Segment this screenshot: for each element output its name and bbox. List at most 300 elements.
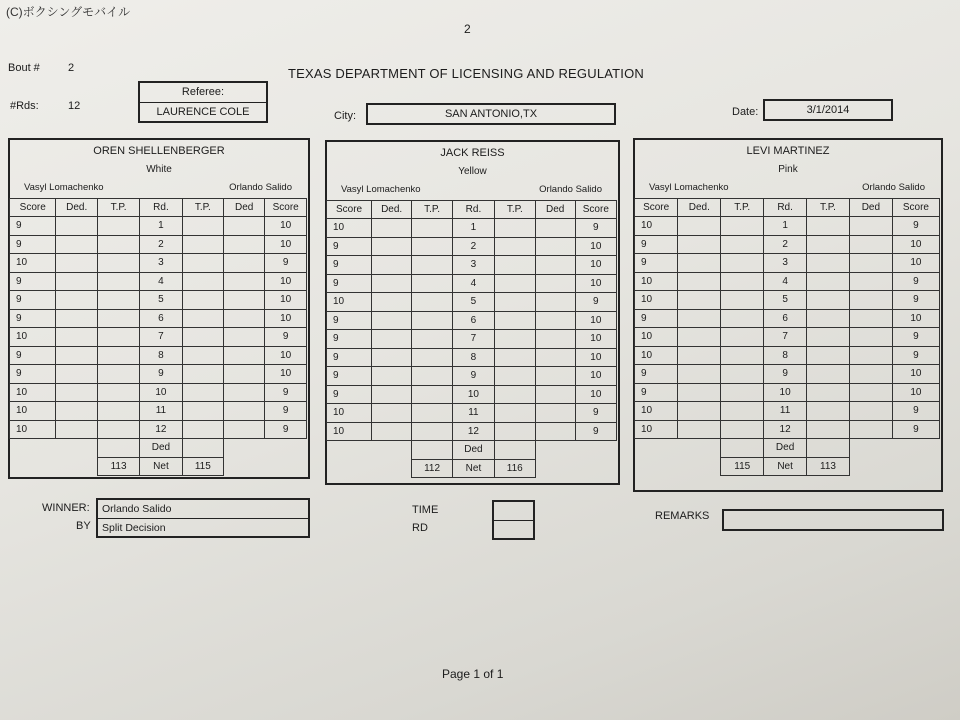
score-right: 9	[265, 402, 307, 421]
score-right: 10	[265, 346, 307, 365]
tp-right	[494, 422, 535, 441]
tp-right	[494, 237, 535, 256]
round-row	[10, 420, 307, 439]
tp-right	[182, 328, 223, 347]
score-right: 10	[575, 330, 616, 349]
column-header: Ded	[223, 199, 264, 217]
tp-left	[97, 383, 139, 402]
rounds-label: #Rds:	[10, 100, 39, 112]
ded-right	[535, 274, 575, 293]
round-row	[635, 217, 940, 236]
card-color: Yellow	[458, 166, 487, 177]
round-number: 1	[140, 217, 182, 236]
tp-right	[494, 348, 535, 367]
ded-left	[372, 256, 412, 275]
ded-right	[535, 367, 575, 386]
ded-left	[372, 348, 412, 367]
score-right: 9	[892, 291, 939, 310]
score-left: 10	[10, 328, 56, 347]
ded-right	[849, 217, 892, 236]
ded-total-cell	[721, 439, 764, 458]
spacer-cell	[892, 457, 939, 476]
round-row	[10, 383, 307, 402]
score-right: 9	[575, 422, 616, 441]
score-right: 10	[575, 256, 616, 275]
ded-left	[56, 235, 97, 254]
round-number: 11	[764, 402, 807, 421]
score-left: 10	[635, 420, 678, 439]
referee-label: Referee:	[140, 83, 266, 103]
tp-right	[182, 235, 223, 254]
ded-left	[372, 330, 412, 349]
decision-type: Split Decision	[102, 522, 166, 534]
spacer-cell	[678, 439, 721, 458]
tp-left	[97, 235, 139, 254]
winner-name: Orlando Salido	[98, 500, 308, 519]
tp-left	[721, 346, 764, 365]
total-points-right: 115	[182, 457, 223, 476]
column-header: T.P.	[182, 199, 223, 217]
score-left: 9	[10, 291, 56, 310]
score-table	[326, 200, 617, 478]
ded-right	[849, 365, 892, 384]
column-header: Ded.	[678, 199, 721, 217]
score-left: 9	[10, 272, 56, 291]
tp-left	[721, 272, 764, 291]
ded-left	[56, 365, 97, 384]
round-number: 6	[764, 309, 807, 328]
round-row	[10, 402, 307, 421]
referee-name: LAURENCE COLE	[156, 106, 250, 118]
net-label: Net	[453, 459, 495, 478]
column-header: T.P.	[412, 201, 453, 219]
round-row	[327, 404, 617, 423]
ded-total-label: Ded	[140, 439, 182, 458]
tp-left	[412, 404, 453, 423]
column-header: Rd.	[453, 201, 495, 219]
score-left: 9	[327, 385, 372, 404]
ded-left	[678, 291, 721, 310]
round-number: 11	[453, 404, 495, 423]
tp-right	[494, 385, 535, 404]
score-left: 9	[327, 256, 372, 275]
spacer-cell	[327, 441, 372, 460]
tp-right	[494, 256, 535, 275]
ded-total-label: Ded	[764, 439, 807, 458]
round-number: 4	[764, 272, 807, 291]
ded-left	[678, 272, 721, 291]
ded-right	[535, 330, 575, 349]
score-left: 9	[635, 254, 678, 273]
round-number: 12	[140, 420, 182, 439]
ded-left	[372, 422, 412, 441]
spacer-cell	[535, 459, 575, 478]
ded-total-label: Ded	[453, 441, 495, 460]
score-right: 9	[265, 420, 307, 439]
round-row	[327, 422, 617, 441]
round-number: 4	[140, 272, 182, 291]
round-number: 9	[453, 367, 495, 386]
score-left: 9	[10, 217, 56, 236]
spacer-cell	[535, 441, 575, 460]
tp-right	[807, 346, 850, 365]
tp-left	[412, 311, 453, 330]
score-right: 10	[265, 291, 307, 310]
round-row	[327, 274, 617, 293]
referee-box	[138, 81, 268, 123]
ded-total-cell	[182, 439, 223, 458]
score-left: 9	[635, 309, 678, 328]
ded-left	[372, 367, 412, 386]
ded-left	[678, 420, 721, 439]
round-row	[635, 402, 940, 421]
round-number: 5	[453, 293, 495, 312]
tp-left	[412, 385, 453, 404]
rd-label: RD	[412, 522, 428, 534]
tp-right	[807, 383, 850, 402]
ded-left	[678, 383, 721, 402]
score-right: 9	[575, 219, 616, 238]
score-left: 9	[327, 237, 372, 256]
ded-left	[56, 402, 97, 421]
round-row	[327, 367, 617, 386]
spacer-cell	[849, 439, 892, 458]
tp-right	[807, 254, 850, 273]
ded-left	[678, 235, 721, 254]
ded-right	[849, 346, 892, 365]
spacer-cell	[635, 439, 678, 458]
score-left: 10	[635, 291, 678, 310]
ded-right	[535, 237, 575, 256]
tp-right	[182, 272, 223, 291]
tp-left	[412, 367, 453, 386]
ded-right	[849, 254, 892, 273]
tp-left	[97, 346, 139, 365]
ded-left	[372, 237, 412, 256]
time-rd-box	[492, 500, 535, 540]
ded-left	[678, 309, 721, 328]
tp-right	[807, 309, 850, 328]
round-number: 3	[764, 254, 807, 273]
score-left: 10	[327, 219, 372, 238]
column-header: Rd.	[140, 199, 182, 217]
tp-right	[807, 328, 850, 347]
score-left: 10	[10, 402, 56, 421]
score-right: 10	[892, 309, 939, 328]
score-right: 10	[892, 365, 939, 384]
round-row	[10, 346, 307, 365]
spacer-cell	[56, 439, 97, 458]
column-header: T.P.	[721, 199, 764, 217]
tp-right	[494, 274, 535, 293]
round-number: 8	[140, 346, 182, 365]
tp-right	[182, 365, 223, 384]
round-row	[635, 272, 940, 291]
round-row	[327, 256, 617, 275]
ded-left	[678, 346, 721, 365]
ded-right	[223, 272, 264, 291]
tp-left	[412, 256, 453, 275]
round-number: 5	[764, 291, 807, 310]
round-number: 12	[764, 420, 807, 439]
tp-left	[97, 420, 139, 439]
card-color: White	[146, 164, 172, 175]
tp-right	[807, 217, 850, 236]
score-right: 10	[575, 274, 616, 293]
round-number: 8	[453, 348, 495, 367]
round-number: 1	[764, 217, 807, 236]
column-header: Score	[575, 201, 616, 219]
winner-label: WINNER:	[42, 502, 90, 514]
score-right: 9	[575, 293, 616, 312]
score-right: 10	[265, 235, 307, 254]
ded-left	[56, 346, 97, 365]
ded-left	[372, 274, 412, 293]
ded-left	[678, 217, 721, 236]
column-header: T.P.	[494, 201, 535, 219]
tp-right	[807, 235, 850, 254]
ded-right	[849, 328, 892, 347]
ded-left	[372, 311, 412, 330]
round-number: 10	[140, 383, 182, 402]
ded-right	[223, 254, 264, 273]
ded-left	[678, 365, 721, 384]
tp-left	[97, 272, 139, 291]
ded-right	[849, 383, 892, 402]
round-row	[10, 254, 307, 273]
total-points-left: 112	[412, 459, 453, 478]
round-number: 7	[140, 328, 182, 347]
round-number: 6	[140, 309, 182, 328]
tp-left	[97, 402, 139, 421]
round-number: 2	[140, 235, 182, 254]
ded-left	[678, 254, 721, 273]
tp-right	[807, 365, 850, 384]
score-right: 10	[575, 311, 616, 330]
round-row	[327, 330, 617, 349]
ded-right	[223, 365, 264, 384]
score-left: 10	[327, 404, 372, 423]
score-left: 10	[327, 293, 372, 312]
ded-right	[849, 235, 892, 254]
score-right: 10	[575, 237, 616, 256]
tp-left	[721, 420, 764, 439]
score-right: 9	[892, 402, 939, 421]
score-left: 9	[327, 311, 372, 330]
score-right: 10	[575, 367, 616, 386]
round-row	[10, 365, 307, 384]
ded-right	[849, 309, 892, 328]
round-row	[10, 291, 307, 310]
spacer-cell	[10, 457, 56, 476]
tp-left	[412, 293, 453, 312]
tp-right	[182, 309, 223, 328]
score-left: 10	[635, 217, 678, 236]
ded-total-cell	[97, 439, 139, 458]
round-row	[327, 219, 617, 238]
winner-box	[96, 498, 310, 538]
ded-left	[56, 328, 97, 347]
city-label: City:	[334, 110, 356, 122]
round-row	[635, 420, 940, 439]
tp-left	[97, 291, 139, 310]
score-right: 10	[265, 272, 307, 291]
tp-left	[721, 383, 764, 402]
spacer-cell	[678, 457, 721, 476]
round-row	[635, 254, 940, 273]
fighter-left-name: Vasyl Lomachenko	[649, 182, 729, 193]
judge-name: LEVI MARTINEZ	[746, 145, 830, 157]
score-left: 10	[635, 272, 678, 291]
ded-right	[223, 346, 264, 365]
round-number: 8	[764, 346, 807, 365]
score-right: 9	[265, 383, 307, 402]
date-value: 3/1/2014	[763, 99, 893, 121]
ded-right	[849, 272, 892, 291]
round-number: 3	[453, 256, 495, 275]
rounds-value: 12	[68, 100, 81, 112]
round-row	[10, 309, 307, 328]
ded-left	[372, 219, 412, 238]
document-title: TEXAS DEPARTMENT OF LICENSING AND REGULATION	[288, 66, 645, 81]
score-left: 10	[327, 422, 372, 441]
ded-right	[535, 422, 575, 441]
round-number: 2	[764, 235, 807, 254]
column-header: Rd.	[764, 199, 807, 217]
page-number: 2	[464, 22, 471, 36]
tp-right	[182, 402, 223, 421]
round-number: 10	[453, 385, 495, 404]
tp-left	[412, 219, 453, 238]
ded-right	[535, 348, 575, 367]
tp-right	[494, 404, 535, 423]
spacer-cell	[635, 457, 678, 476]
tp-left	[412, 330, 453, 349]
score-left: 9	[327, 330, 372, 349]
tp-left	[412, 348, 453, 367]
tp-left	[97, 309, 139, 328]
score-table	[9, 198, 307, 476]
round-row	[635, 365, 940, 384]
spacer-cell	[575, 459, 616, 478]
score-right: 9	[892, 217, 939, 236]
ded-total-cell	[494, 441, 535, 460]
column-header: Ded.	[56, 199, 97, 217]
ded-left	[56, 272, 97, 291]
scorecard-judge-3	[633, 138, 943, 492]
page-footer: Page 1 of 1	[442, 667, 504, 681]
ded-left	[56, 309, 97, 328]
ded-right	[223, 383, 264, 402]
column-header: Score	[327, 201, 372, 219]
column-header: Ded.	[372, 201, 412, 219]
score-left: 10	[10, 383, 56, 402]
round-number: 4	[453, 274, 495, 293]
score-right: 9	[892, 420, 939, 439]
bout-label: Bout #	[8, 62, 40, 74]
tp-right	[494, 219, 535, 238]
ded-right	[535, 404, 575, 423]
spacer-cell	[10, 439, 56, 458]
scorecard-judge-2	[325, 140, 620, 485]
score-left: 9	[10, 235, 56, 254]
score-left: 10	[635, 328, 678, 347]
ded-left	[56, 217, 97, 236]
score-right: 10	[575, 348, 616, 367]
round-row	[635, 328, 940, 347]
column-header: Ded	[849, 199, 892, 217]
tp-right	[182, 254, 223, 273]
ded-right	[535, 385, 575, 404]
tp-right	[807, 291, 850, 310]
ded-right	[223, 328, 264, 347]
total-points-left: 113	[97, 457, 139, 476]
tp-left	[412, 274, 453, 293]
ded-right	[535, 293, 575, 312]
tp-right	[807, 272, 850, 291]
tp-right	[182, 217, 223, 236]
net-label: Net	[764, 457, 807, 476]
tp-left	[721, 291, 764, 310]
round-number: 6	[453, 311, 495, 330]
column-header: T.P.	[97, 199, 139, 217]
score-right: 10	[892, 383, 939, 402]
watermark: (C)ボクシングモバイル	[6, 5, 131, 19]
score-right: 10	[575, 385, 616, 404]
ded-left	[372, 293, 412, 312]
scorecard-judge-1	[8, 138, 310, 479]
round-number: 9	[140, 365, 182, 384]
tp-left	[721, 217, 764, 236]
tp-left	[721, 328, 764, 347]
score-right: 9	[575, 404, 616, 423]
round-number: 5	[140, 291, 182, 310]
ded-right	[535, 256, 575, 275]
column-header: Score	[265, 199, 307, 217]
column-header: Score	[892, 199, 939, 217]
tp-right	[182, 420, 223, 439]
fighter-left-name: Vasyl Lomachenko	[341, 184, 421, 195]
round-row	[10, 235, 307, 254]
score-left: 9	[327, 367, 372, 386]
round-row	[10, 217, 307, 236]
round-row	[327, 348, 617, 367]
tp-right	[494, 311, 535, 330]
score-right: 9	[892, 346, 939, 365]
round-row	[10, 272, 307, 291]
round-number: 7	[764, 328, 807, 347]
spacer-cell	[223, 439, 264, 458]
spacer-cell	[372, 441, 412, 460]
round-number: 12	[453, 422, 495, 441]
column-header: T.P.	[807, 199, 850, 217]
spacer-cell	[223, 457, 264, 476]
score-right: 10	[892, 235, 939, 254]
remarks-box	[722, 509, 944, 531]
tp-left	[97, 254, 139, 273]
score-left: 9	[635, 365, 678, 384]
ded-right	[535, 219, 575, 238]
ded-right	[223, 309, 264, 328]
tp-right	[182, 383, 223, 402]
net-label: Net	[140, 457, 182, 476]
round-number: 11	[140, 402, 182, 421]
tp-left	[412, 422, 453, 441]
time-label: TIME	[412, 504, 439, 516]
score-right: 9	[892, 272, 939, 291]
round-number: 3	[140, 254, 182, 273]
round-row	[635, 235, 940, 254]
